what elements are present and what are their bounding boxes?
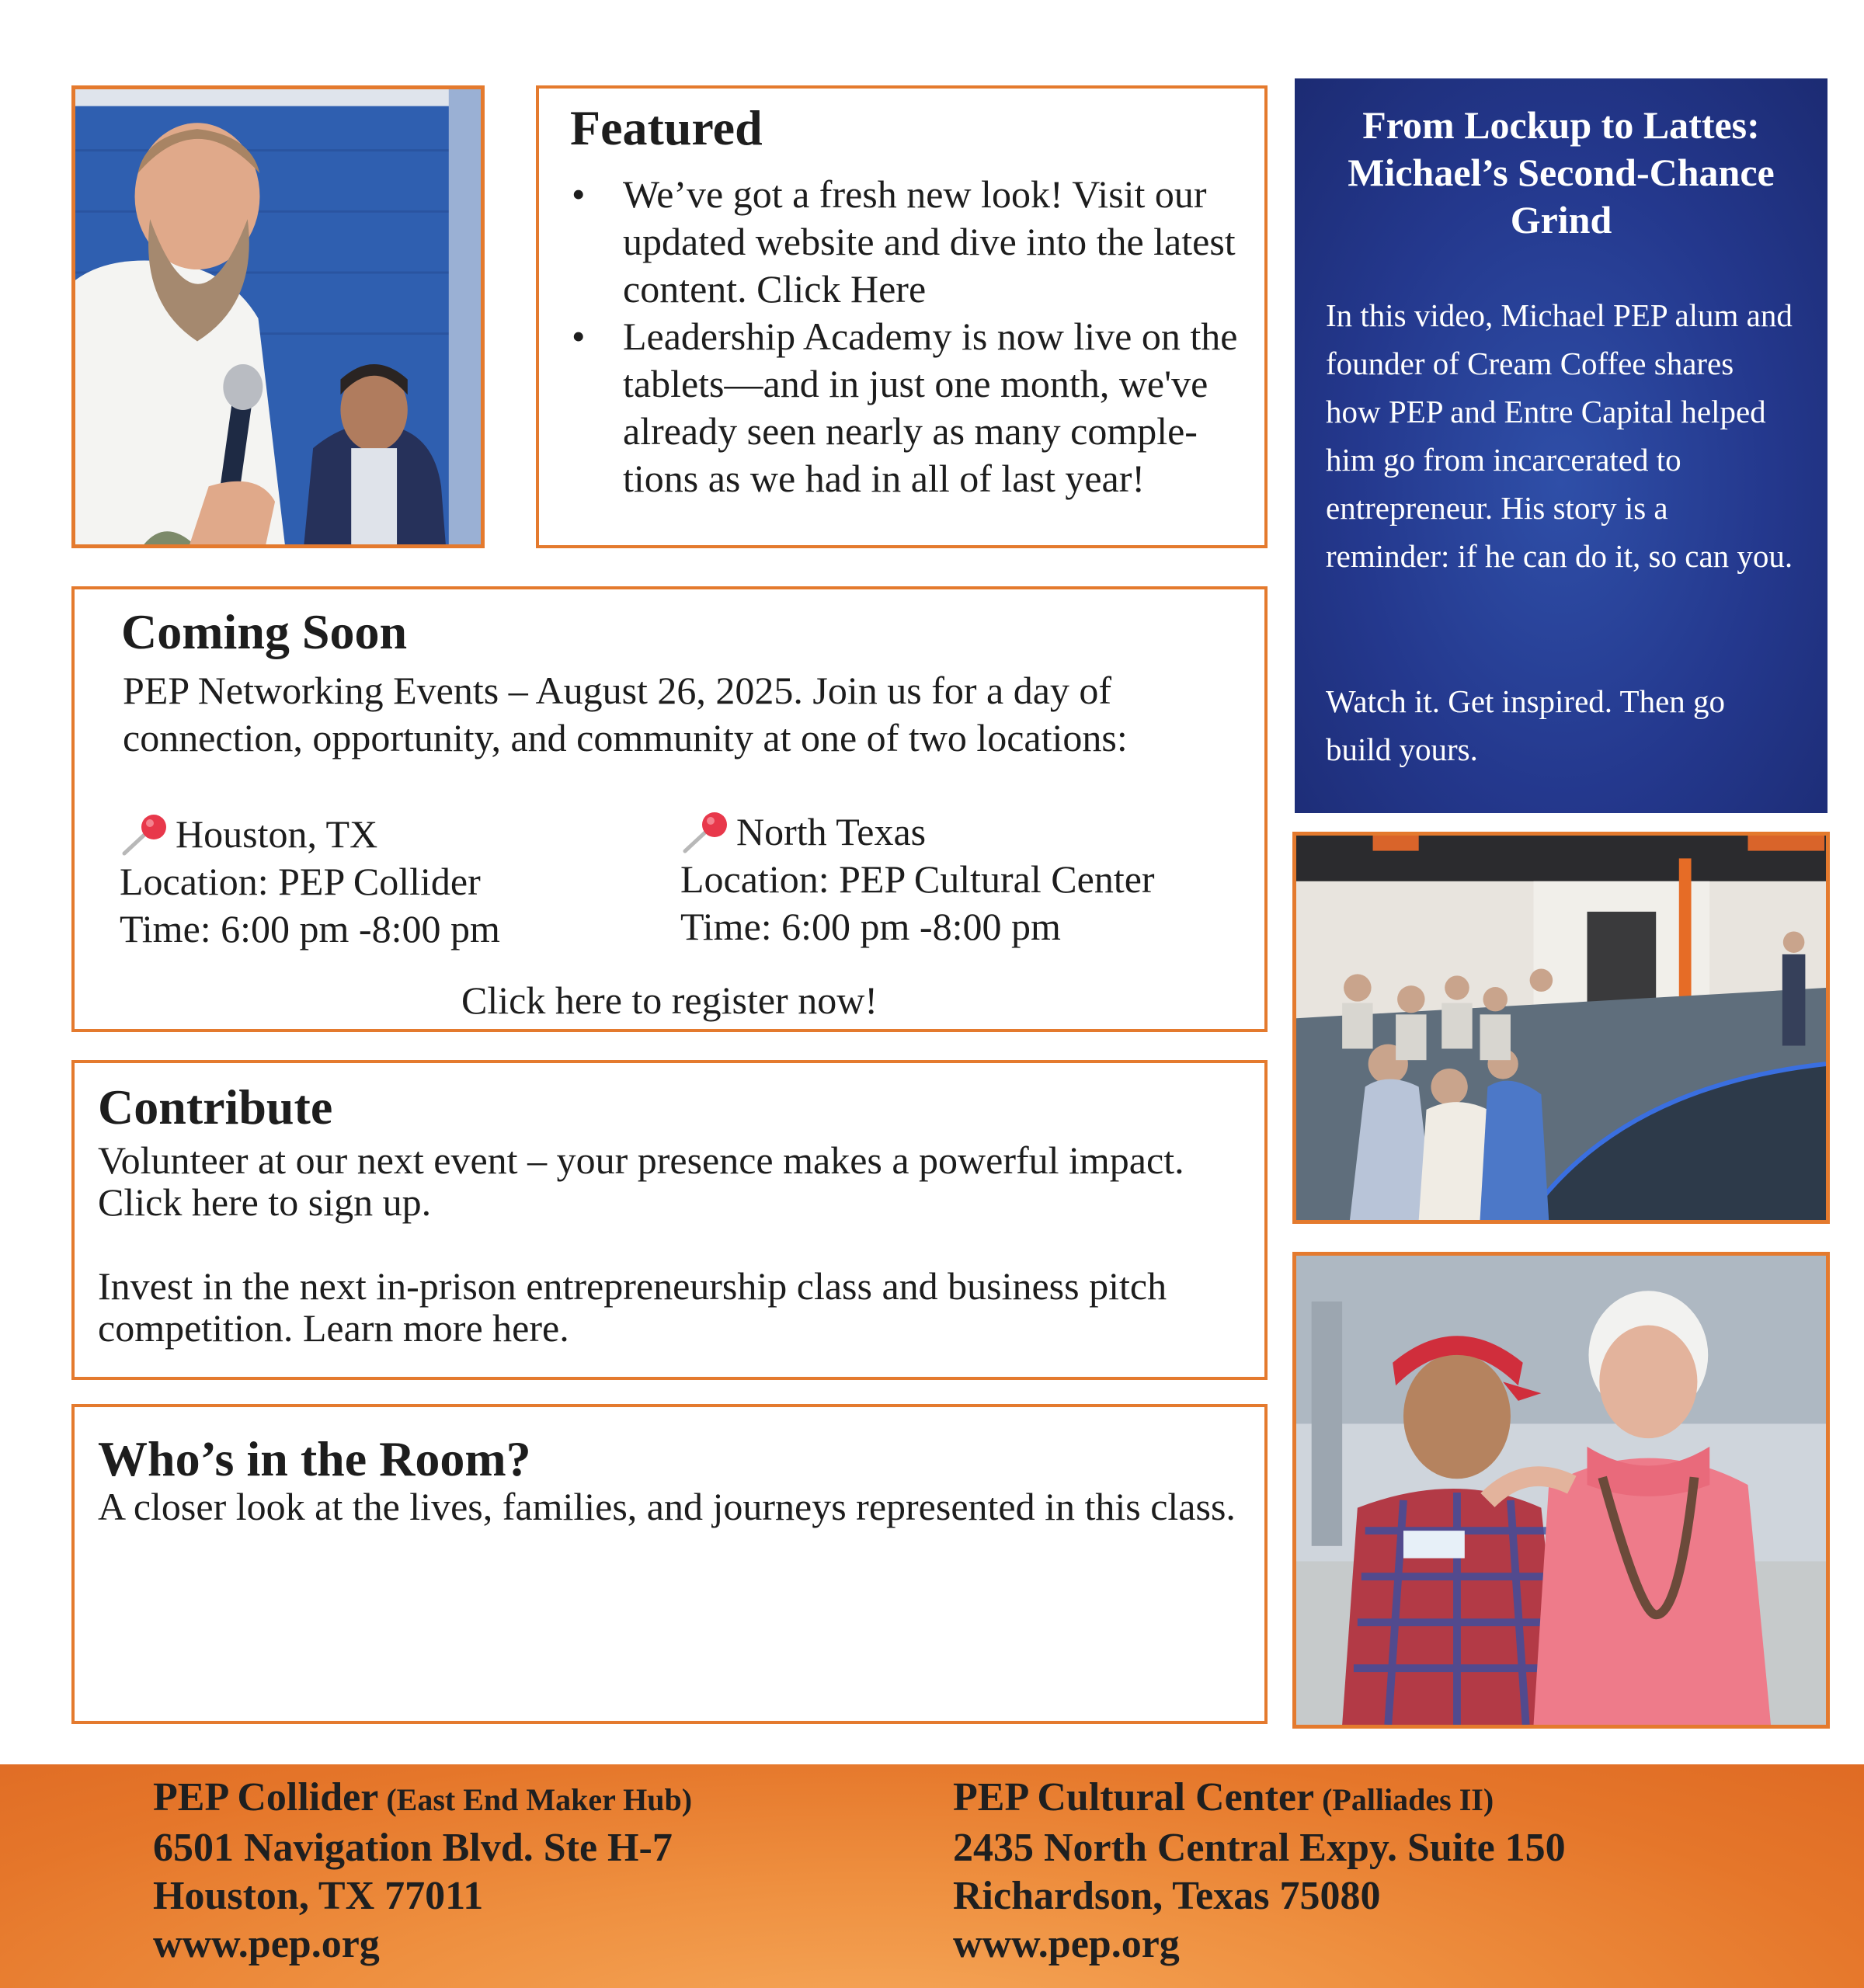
location-city: Houston, TX bbox=[176, 812, 378, 856]
networking-event-photo bbox=[1292, 832, 1830, 1224]
click-here-link[interactable]: Click Here bbox=[756, 267, 927, 311]
featured-item-text: Leadership Academy is now live on the tablets—and in just one month, we've already seen nearly as many comple- tions as we had in all of last year! bbox=[623, 315, 1238, 500]
featured-section bbox=[536, 85, 1268, 548]
invest-text[interactable]: Invest in the next in-prison entrepreneurship class and business pitch competition. Learn more here. bbox=[98, 1264, 1167, 1350]
city-state-zip: Richardson, Texas 75080 bbox=[953, 1874, 1381, 1918]
whos-in-the-room-text: A closer look at the lives, families, and journeys represented in this class. bbox=[98, 1485, 1236, 1528]
location-venue: Location: PEP Collider bbox=[120, 860, 481, 903]
list-item bbox=[570, 313, 1254, 502]
contribute-section bbox=[71, 1060, 1268, 1380]
street-address: 6501 Navigation Blvd. Ste H-7 bbox=[153, 1826, 673, 1870]
footer bbox=[0, 1764, 1864, 1988]
coming-soon-section bbox=[71, 586, 1268, 1032]
venue-name: PEP Cultural Center bbox=[953, 1775, 1315, 1819]
featured-item-text: We’ve got a fresh new look! Visit our updated website and dive into the latest content. bbox=[623, 172, 1236, 311]
coming-soon-intro: PEP Networking Events – August 26, 2025. Join us for a day of connection, opportunity, and community at one of two locations: bbox=[123, 669, 1128, 759]
list-item bbox=[570, 171, 1254, 313]
footer-address-cultural-center bbox=[953, 1774, 1566, 1969]
location-houston bbox=[120, 811, 500, 953]
venue-subtitle: (Palliades II) bbox=[1314, 1782, 1494, 1817]
city-state-zip: Houston, TX 77011 bbox=[153, 1874, 484, 1918]
street-address: 2435 North Central Expy. Suite 150 bbox=[953, 1826, 1566, 1870]
video-story-panel[interactable] bbox=[1295, 78, 1827, 813]
whos-in-the-room-section bbox=[71, 1404, 1268, 1724]
location-time: Time: 6:00 pm -8:00 pm bbox=[680, 905, 1061, 948]
venue-name: PEP Collider bbox=[153, 1775, 379, 1819]
location-north-texas bbox=[680, 808, 1155, 951]
website-link[interactable]: www.pep.org bbox=[153, 1922, 380, 1966]
whos-in-the-room-title: Who’s in the Room? bbox=[98, 1431, 531, 1486]
bullet-icon: • bbox=[572, 172, 586, 216]
pushpin-icon bbox=[680, 811, 733, 854]
venue-subtitle: (East End Maker Hub) bbox=[378, 1782, 693, 1817]
website-link[interactable]: www.pep.org bbox=[953, 1922, 1180, 1966]
footer-address-collider bbox=[153, 1774, 692, 1969]
video-story-title: From Lockup to Lattes: Michael’s Second-Chance Grind bbox=[1348, 103, 1775, 242]
video-story-description: In this video, Michael PEP alum and founder of Cream Coffee shares how PEP and Entre Capital helped him go from incarcerated to entrepreneur. His story is a reminder: if he can do it, so can you. bbox=[1326, 297, 1793, 574]
coming-soon-title: Coming Soon bbox=[121, 604, 408, 659]
volunteer-text[interactable]: Volunteer at our next event – your presence makes a powerful impact. Click here to sign up. bbox=[98, 1138, 1184, 1224]
location-venue: Location: PEP Cultural Center bbox=[680, 857, 1155, 901]
pushpin-icon bbox=[120, 813, 172, 857]
contribute-title: Contribute bbox=[98, 1079, 333, 1135]
location-city: North Texas bbox=[736, 810, 927, 853]
location-time: Time: 6:00 pm -8:00 pm bbox=[120, 907, 500, 951]
alumni-volunteer-photo bbox=[1292, 1252, 1830, 1729]
speaker-photo bbox=[71, 85, 485, 548]
featured-list bbox=[570, 171, 1254, 502]
video-story-cta[interactable]: Watch it. Get inspired. Then go build yours. bbox=[1326, 683, 1726, 767]
register-link[interactable]: Click here to register now! bbox=[461, 978, 878, 1022]
featured-title: Featured bbox=[570, 100, 763, 155]
bullet-icon: • bbox=[572, 315, 586, 358]
